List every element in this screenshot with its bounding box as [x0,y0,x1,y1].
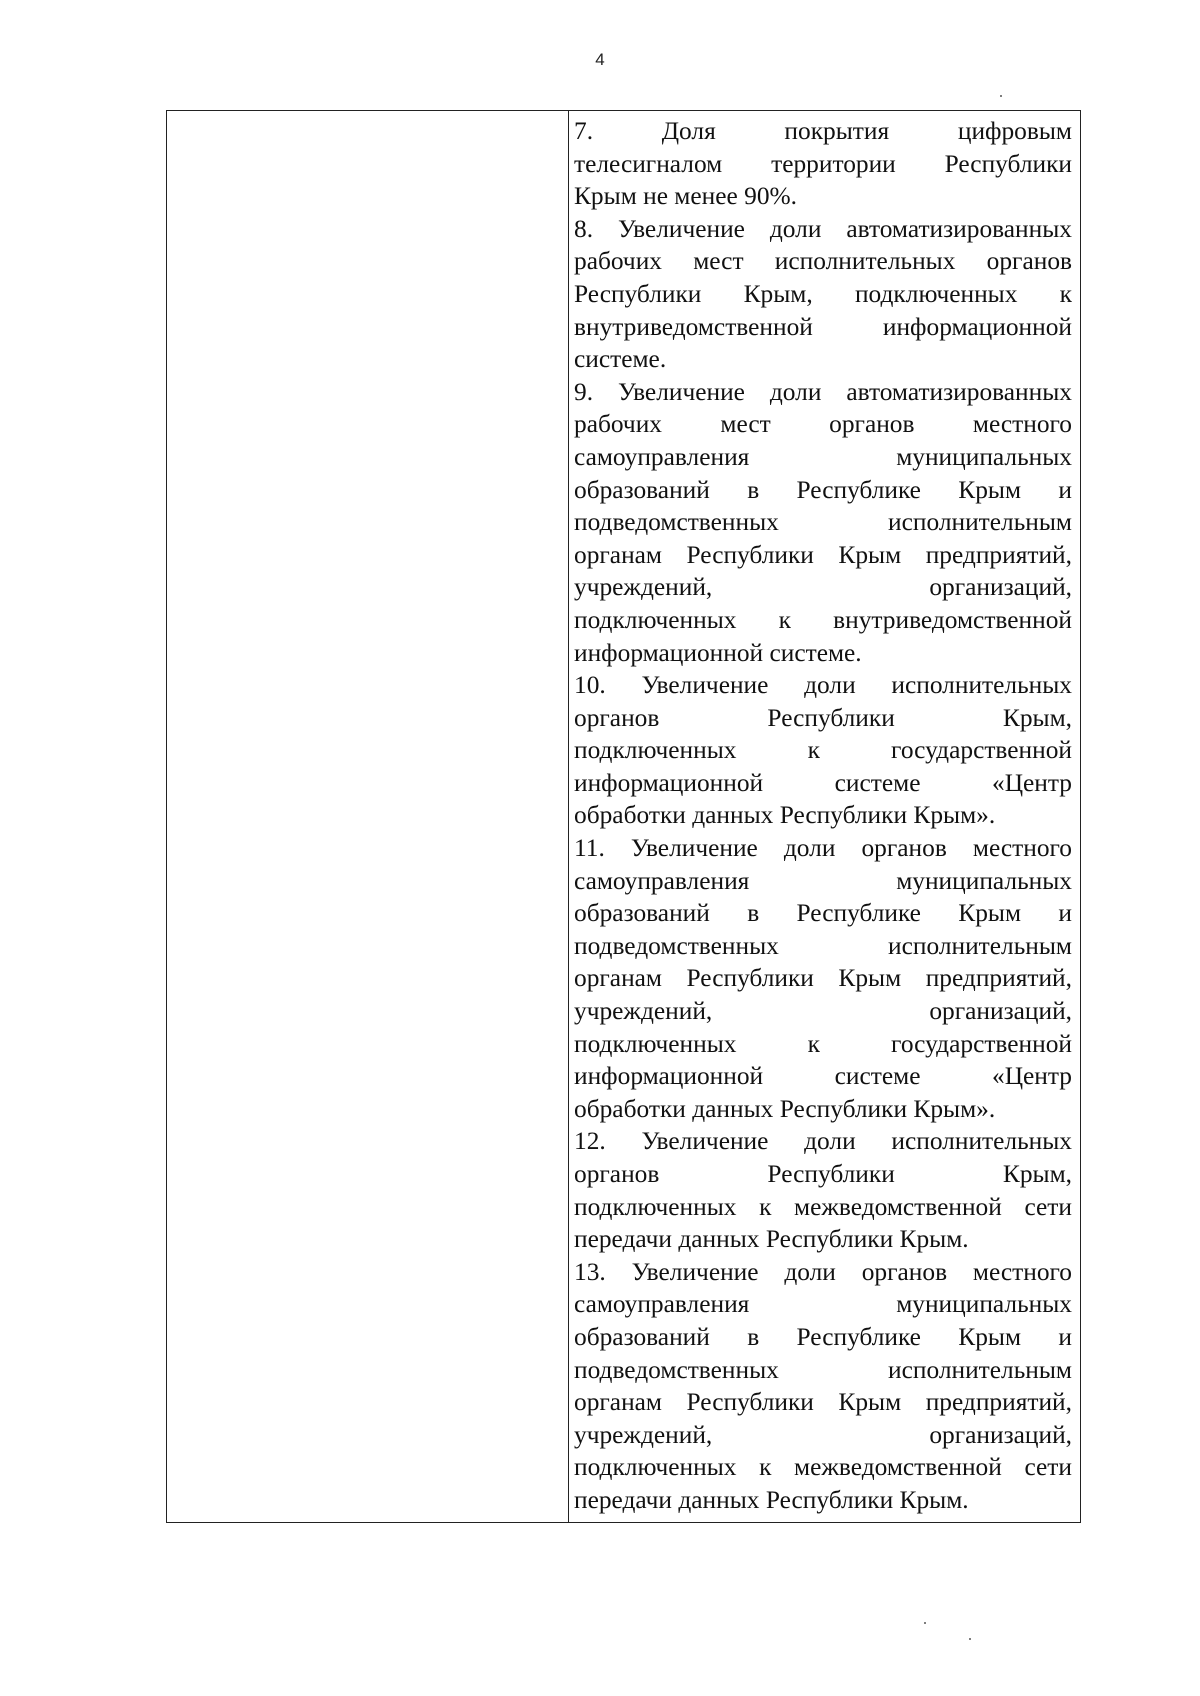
text-line: 11. Увеличение доли органов местного [574,834,1072,863]
text-line: органам Республики Крым предприятий, [574,540,1072,569]
text-line: самоуправления муниципальных [574,442,1072,471]
text-line: телесигналом территории Республики [574,149,1072,178]
text-line: внутриведомственной информационной [574,312,1072,341]
list-item-8 [574,213,1072,376]
text-line: информационной системе «Центр [574,1062,1072,1091]
text-line: обработки данных Республики Крым». [574,1094,996,1123]
text-line: подключенных к государственной [574,1029,1072,1058]
text-line: 12. Увеличение доли исполнительных [574,1127,1072,1156]
text-line: 7. Доля покрытия цифровым [574,117,1072,145]
text-line: рабочих мест органов местного [574,410,1072,439]
text-line: подключенных к внутриведомственной [574,605,1072,634]
text-line: образований в Республике Крым и [574,1322,1072,1351]
text-line: рабочих мест исполнительных органов [574,247,1072,276]
text-line: подключенных к межведомственной сети [574,1453,1072,1482]
text-line: подключенных к межведомственной сети [574,1192,1072,1221]
text-line: органам Республики Крым предприятий, [574,1388,1072,1417]
list-item-11 [574,832,1072,1125]
text-line: передачи данных Республики Крым. [574,1225,969,1254]
scan-speck [924,1622,926,1624]
list-item-10 [574,669,1072,832]
text-line: органов Республики Крым, [574,1160,1072,1188]
list-item-9 [574,376,1072,669]
list-item-12 [574,1125,1072,1255]
text-line: 9. Увеличение доли автоматизированных [574,377,1072,406]
text-line: Республики Крым, подключенных к [574,279,1072,308]
text-line: системе. [574,345,667,374]
table-cell-left [167,111,569,1522]
list-item-7 [574,115,1072,213]
text-line: передачи данных Республики Крым. [574,1485,969,1514]
text-line: учреждений, организаций, [574,573,1072,602]
text-line: учреждений, организаций, [574,997,1072,1026]
text-line: 10. Увеличение доли исполнительных [574,671,1072,700]
document-table [166,110,1081,1523]
list-item-13 [574,1256,1072,1517]
text-line: обработки данных Республики Крым». [574,801,996,830]
text-line: образований в Республике Крым и [574,475,1072,504]
text-line: 13. Увеличение доли органов местного [574,1257,1072,1286]
text-line: органов Республики Крым, [574,703,1072,732]
text-line: Крым не менее 90%. [574,182,798,211]
text-line: 8. Увеличение доли автоматизированных [574,214,1072,243]
page-number: 4 [595,50,605,69]
text-line: информационной системе «Центр [574,768,1072,797]
scan-speck [1000,95,1002,97]
text-line: образований в Республике Крым и [574,899,1072,928]
text-line: подведомственных исполнительным [574,508,1072,537]
text-line: самоуправления муниципальных [574,866,1072,895]
table-cell-right [569,111,1080,1522]
text-line: информационной системе. [574,638,862,667]
text-line: подведомственных исполнительным [574,1355,1072,1384]
scan-speck [969,1638,971,1640]
text-line: подключенных к государственной [574,736,1072,765]
text-line: учреждений, организаций, [574,1420,1072,1449]
text-line: органам Республики Крым предприятий, [574,964,1072,993]
text-line: самоуправления муниципальных [574,1290,1072,1319]
text-line: подведомственных исполнительным [574,931,1072,960]
